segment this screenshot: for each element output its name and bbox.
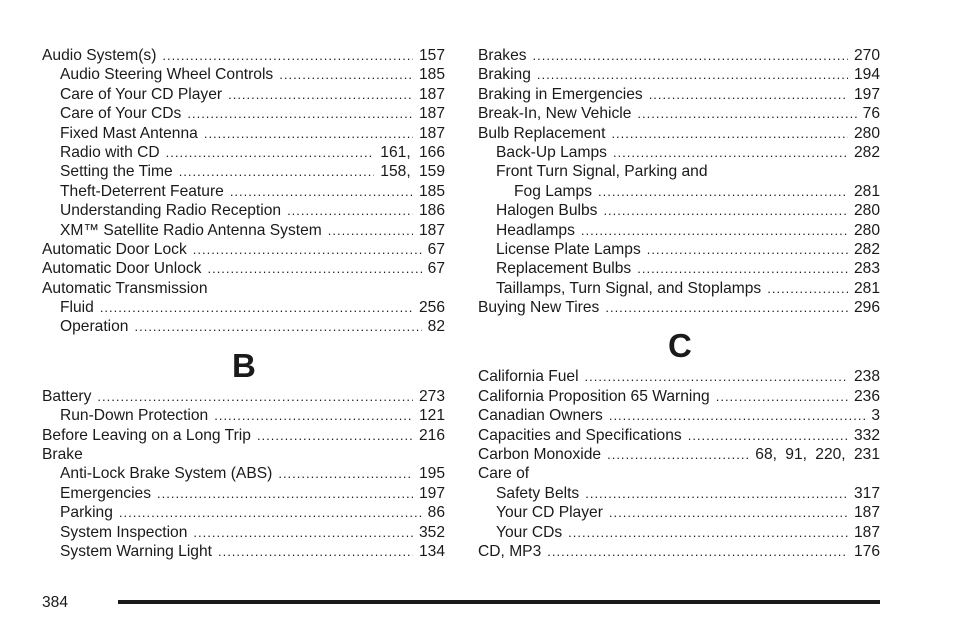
entry-page-ref: 280 bbox=[853, 124, 880, 142]
index-subentry bbox=[478, 240, 880, 259]
entry-label: System Inspection bbox=[60, 523, 188, 541]
entry-label: Front Turn Signal, Parking and bbox=[496, 163, 708, 181]
index-subentry bbox=[42, 201, 445, 220]
entry-page-ref: 187 bbox=[418, 85, 445, 103]
index-entry bbox=[478, 542, 880, 561]
entry-label: Your CD Player bbox=[496, 504, 603, 522]
index-subentry bbox=[478, 201, 880, 220]
index-entry bbox=[42, 240, 445, 259]
dot-leader bbox=[257, 426, 413, 445]
entry-label: Taillamps, Turn Signal, and Stoplamps bbox=[496, 279, 762, 297]
entry-label: Fog Lamps bbox=[514, 182, 593, 200]
entry-label: Emergencies bbox=[60, 484, 152, 502]
entry-label: Radio with CD bbox=[60, 143, 160, 161]
entry-label: Braking bbox=[478, 66, 531, 84]
entry-label: Before Leaving on a Long Trip bbox=[42, 426, 251, 444]
index-subentry bbox=[478, 523, 880, 542]
entry-label: Automatic Door Lock bbox=[42, 240, 187, 258]
entry-page-ref: 238 bbox=[853, 368, 880, 386]
index-subentry bbox=[478, 259, 880, 278]
section-letter-heading: B bbox=[232, 346, 256, 384]
entry-page-ref: 281 bbox=[853, 182, 880, 200]
index-entry bbox=[478, 445, 880, 464]
entry-page-ref: 332 bbox=[853, 426, 880, 444]
dot-leader bbox=[230, 182, 413, 201]
entry-label: Capacities and Specifications bbox=[478, 426, 682, 444]
dot-leader bbox=[611, 124, 848, 143]
entry-label: Automatic Door Unlock bbox=[42, 260, 202, 278]
dot-leader bbox=[166, 143, 375, 162]
dot-leader bbox=[218, 542, 413, 561]
index-column-right bbox=[478, 46, 880, 561]
entry-label: Safety Belts bbox=[496, 484, 580, 502]
index-entry bbox=[42, 279, 445, 298]
entry-label: Break-In, New Vehicle bbox=[478, 105, 632, 123]
entry-label: Parking bbox=[60, 504, 113, 522]
entry-label: Fluid bbox=[60, 299, 94, 317]
dot-leader bbox=[100, 298, 413, 317]
entry-page-ref: 76 bbox=[862, 105, 880, 123]
entry-page-ref: 256 bbox=[418, 299, 445, 317]
entry-page-ref: 197 bbox=[418, 484, 445, 502]
entry-page-ref: 86 bbox=[427, 504, 445, 522]
entry-page-ref: 352 bbox=[418, 523, 445, 541]
dot-leader bbox=[585, 484, 848, 503]
dot-leader bbox=[767, 279, 848, 298]
index-subentry bbox=[42, 65, 445, 84]
entry-label: Brake bbox=[42, 446, 83, 464]
dot-leader bbox=[637, 259, 848, 278]
entry-page-ref: 270 bbox=[853, 47, 880, 64]
dot-leader bbox=[179, 162, 375, 181]
entry-page-ref: 195 bbox=[418, 465, 445, 483]
entry-label: Carbon Monoxide bbox=[478, 446, 602, 464]
entry-page-ref: 68, 91, 220, 231 bbox=[755, 446, 880, 464]
section-letter-heading: C bbox=[668, 327, 692, 365]
entry-label: California Fuel bbox=[478, 368, 579, 386]
index-subentry bbox=[42, 484, 445, 503]
entry-label: Anti-Lock Brake System (ABS) bbox=[60, 465, 273, 483]
entry-page-ref: 273 bbox=[418, 387, 445, 405]
entry-label: Headlamps bbox=[496, 221, 575, 239]
entry-page-ref: 67 bbox=[427, 260, 445, 278]
entry-page-ref: 187 bbox=[418, 124, 445, 142]
index-subentry bbox=[42, 221, 445, 240]
entry-page-ref: 296 bbox=[853, 299, 880, 317]
entry-label: Bulb Replacement bbox=[478, 124, 606, 142]
dot-leader bbox=[598, 182, 848, 201]
entry-page-ref: 187 bbox=[853, 523, 880, 541]
dot-leader bbox=[603, 201, 848, 220]
entry-label: Theft-Deterrent Feature bbox=[60, 182, 224, 200]
entry-label: Audio System(s) bbox=[42, 47, 157, 64]
index-column-left bbox=[42, 46, 445, 561]
dot-leader bbox=[162, 46, 413, 65]
entry-label: XM™ Satellite Radio Antenna System bbox=[60, 221, 322, 239]
index-subentry bbox=[42, 162, 445, 181]
index-subentry bbox=[478, 279, 880, 298]
index-subentry bbox=[478, 182, 880, 201]
entry-page-ref: 157 bbox=[418, 47, 445, 64]
dot-leader bbox=[187, 104, 413, 123]
index-entry bbox=[478, 464, 880, 483]
entry-page-ref: 158, 159 bbox=[380, 163, 445, 181]
dot-leader bbox=[649, 85, 848, 104]
entry-page-ref: 282 bbox=[853, 240, 880, 258]
entry-page-ref: 187 bbox=[418, 221, 445, 239]
entry-label: Brakes bbox=[478, 47, 527, 64]
dot-leader bbox=[134, 317, 421, 336]
entry-label: Automatic Transmission bbox=[42, 279, 208, 297]
index-subentry bbox=[42, 182, 445, 201]
index-subentry bbox=[42, 542, 445, 561]
index-entry bbox=[42, 387, 445, 406]
dot-leader bbox=[585, 367, 848, 386]
index-entry bbox=[42, 46, 445, 65]
dot-leader bbox=[716, 387, 848, 406]
dot-leader bbox=[228, 85, 413, 104]
entry-label: CD, MP3 bbox=[478, 542, 542, 560]
entry-page-ref: 280 bbox=[853, 202, 880, 220]
dot-leader bbox=[193, 523, 413, 542]
entry-label: Replacement Bulbs bbox=[496, 260, 632, 278]
footer-rule bbox=[118, 600, 880, 604]
index-subentry bbox=[42, 317, 445, 336]
index-subentry bbox=[42, 124, 445, 143]
entry-page-ref: 186 bbox=[418, 202, 445, 220]
index-subentry bbox=[478, 484, 880, 503]
entry-label: System Warning Light bbox=[60, 542, 212, 560]
entry-label: California Proposition 65 Warning bbox=[478, 387, 710, 405]
index-subentry bbox=[478, 162, 880, 181]
entry-page-ref: 185 bbox=[418, 66, 445, 84]
entry-page-ref: 121 bbox=[418, 407, 445, 425]
page-number: 384 bbox=[42, 594, 69, 611]
dot-leader bbox=[287, 201, 413, 220]
entry-label: Audio Steering Wheel Controls bbox=[60, 66, 274, 84]
entry-page-ref: 197 bbox=[853, 85, 880, 103]
dot-leader bbox=[547, 542, 848, 561]
entry-label: Understanding Radio Reception bbox=[60, 202, 282, 220]
dot-leader bbox=[119, 503, 422, 522]
dot-leader bbox=[605, 298, 848, 317]
entry-label: Back-Up Lamps bbox=[496, 143, 607, 161]
entry-page-ref: 67 bbox=[427, 240, 445, 258]
index-entry bbox=[42, 445, 445, 464]
dot-leader bbox=[328, 221, 413, 240]
index-subentry bbox=[478, 221, 880, 240]
entry-label: Buying New Tires bbox=[478, 299, 600, 317]
dot-leader bbox=[97, 387, 413, 406]
dot-leader bbox=[637, 104, 856, 123]
index-entry bbox=[478, 298, 880, 317]
index-entry bbox=[478, 124, 880, 143]
index-subentry bbox=[42, 143, 445, 162]
entry-page-ref: 283 bbox=[853, 260, 880, 278]
dot-leader bbox=[647, 240, 848, 259]
entry-page-ref: 216 bbox=[418, 426, 445, 444]
entry-page-ref: 161, 166 bbox=[380, 143, 445, 161]
dot-leader bbox=[609, 406, 865, 425]
index-entry bbox=[478, 65, 880, 84]
entry-label: Fixed Mast Antenna bbox=[60, 124, 198, 142]
entry-page-ref: 282 bbox=[853, 143, 880, 161]
index-entry bbox=[478, 104, 880, 123]
entry-label: Braking in Emergencies bbox=[478, 85, 643, 103]
entry-label: Care of Your CD Player bbox=[60, 85, 223, 103]
entry-label: Canadian Owners bbox=[478, 407, 603, 425]
index-entry bbox=[478, 406, 880, 425]
entry-page-ref: 236 bbox=[853, 387, 880, 405]
dot-leader bbox=[193, 240, 422, 259]
entry-label: Battery bbox=[42, 387, 92, 405]
entry-page-ref: 187 bbox=[418, 105, 445, 123]
index-subentry bbox=[42, 85, 445, 104]
dot-leader bbox=[537, 65, 848, 84]
entry-page-ref: 3 bbox=[871, 407, 880, 425]
dot-leader bbox=[207, 259, 421, 278]
index-subentry bbox=[42, 406, 445, 425]
index-subentry bbox=[42, 523, 445, 542]
entry-page-ref: 281 bbox=[853, 279, 880, 297]
entry-page-ref: 187 bbox=[853, 504, 880, 522]
entry-page-ref: 280 bbox=[853, 221, 880, 239]
dot-leader bbox=[607, 445, 749, 464]
index-subentry bbox=[42, 104, 445, 123]
index-subentry bbox=[478, 503, 880, 522]
entry-label: License Plate Lamps bbox=[496, 240, 641, 258]
dot-leader bbox=[613, 143, 848, 162]
dot-leader bbox=[581, 221, 848, 240]
index-subentry bbox=[478, 143, 880, 162]
index-subentry bbox=[42, 298, 445, 317]
index-entry bbox=[42, 426, 445, 445]
index-entry bbox=[478, 46, 880, 65]
entry-label: Operation bbox=[60, 318, 129, 336]
entry-page-ref: 82 bbox=[427, 318, 445, 336]
entry-label: Your CDs bbox=[496, 523, 563, 541]
dot-leader bbox=[568, 523, 848, 542]
entry-label: Setting the Time bbox=[60, 163, 173, 181]
dot-leader bbox=[609, 503, 848, 522]
entry-page-ref: 176 bbox=[853, 542, 880, 560]
dot-leader bbox=[214, 406, 413, 425]
dot-leader bbox=[157, 484, 413, 503]
dot-leader bbox=[279, 65, 413, 84]
dot-leader bbox=[204, 124, 413, 143]
index-subentry bbox=[42, 503, 445, 522]
index-entry bbox=[42, 259, 445, 278]
entry-page-ref: 194 bbox=[853, 66, 880, 84]
dot-leader bbox=[688, 426, 848, 445]
index-subentry bbox=[42, 464, 445, 483]
dot-leader bbox=[278, 464, 413, 483]
index-entry bbox=[478, 85, 880, 104]
entry-label: Halogen Bulbs bbox=[496, 202, 598, 220]
index-entry bbox=[478, 426, 880, 445]
index-entry bbox=[478, 367, 880, 386]
entry-page-ref: 185 bbox=[418, 182, 445, 200]
index-entry bbox=[478, 387, 880, 406]
entry-label: Run-Down Protection bbox=[60, 407, 209, 425]
entry-page-ref: 134 bbox=[418, 542, 445, 560]
entry-label: Care of bbox=[478, 465, 530, 483]
entry-label: Care of Your CDs bbox=[60, 105, 182, 123]
entry-page-ref: 317 bbox=[853, 484, 880, 502]
dot-leader bbox=[533, 46, 848, 65]
